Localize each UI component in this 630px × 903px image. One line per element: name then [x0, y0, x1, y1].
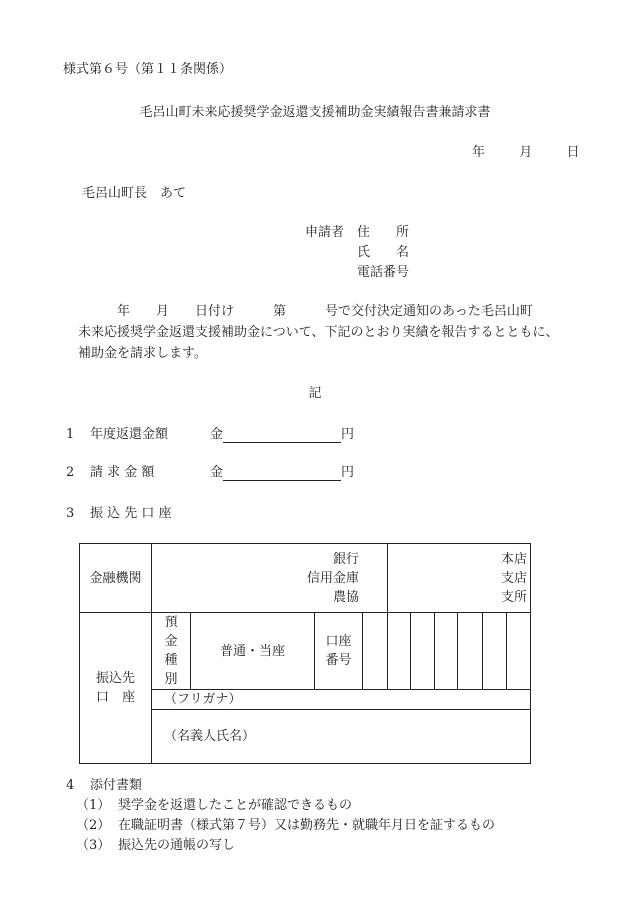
branch-type-branch: 支店	[501, 570, 528, 586]
branch-type-main: 本店	[501, 551, 528, 567]
bank-account-table	[79, 543, 531, 764]
applicant-label: 申請者	[305, 225, 345, 240]
item4-label: 添付書類	[90, 778, 143, 793]
transfer-label-2: 口 座	[95, 690, 135, 705]
account-number-label	[315, 613, 363, 690]
item2-prefix: 金	[210, 465, 224, 480]
furigana-row: （フリガナ）	[152, 690, 531, 710]
holder-name-row: （名義人氏名）	[152, 710, 531, 764]
deposit-type-char-1: 預	[164, 615, 178, 630]
body-line-1: 年 月 日付け 第 号で交付決定通知のあった毛呂山町	[78, 304, 533, 319]
bank-type-shinkin: 信用金庫	[307, 570, 360, 586]
item1-amount-field	[210, 427, 354, 443]
attachment-1-text: 奨学金を返還したことが確認できるもの	[118, 798, 353, 813]
attachment-3-number: （3）	[76, 838, 111, 853]
applicant-name-label: 氏 名	[357, 245, 410, 260]
bank-type-bank: 銀行	[333, 551, 360, 567]
item3-number: 3	[66, 506, 75, 521]
account-digit-7	[507, 613, 531, 690]
account-digit-1	[363, 613, 388, 690]
body-line-2: 未来応援奨学金返還支援補助金について、下記のとおり実績を報告するとともに、	[78, 325, 559, 340]
branch-type-cell	[388, 544, 531, 613]
item3-label: 振 込 先 口 座	[90, 506, 172, 521]
addressee: 毛呂山町長 あて	[82, 186, 187, 201]
item2-label: 請 求 金 額	[90, 465, 155, 480]
deposit-type-char-3: 種	[164, 653, 178, 668]
account-digit-4	[435, 613, 458, 690]
date-year: 年	[472, 145, 486, 160]
applicant-phone-label: 電話番号	[357, 265, 410, 280]
form-number: 様式第６号（第１１条関係）	[63, 62, 233, 77]
attachment-3-text: 振込先の通帳の写し	[118, 838, 236, 853]
ki-heading: 記	[308, 386, 322, 401]
date-day: 日	[566, 145, 580, 160]
account-digit-6	[483, 613, 507, 690]
transfer-label-1: 振込先	[95, 671, 135, 686]
item2-amount-field	[210, 465, 354, 481]
deposit-type-label	[152, 613, 191, 690]
account-number-label-1: 口座	[325, 634, 352, 649]
body-line-3: 補助金を請求します。	[78, 346, 207, 361]
date-month: 月	[519, 145, 533, 160]
deposit-type-value: 普通・当座	[191, 613, 315, 690]
item1-prefix: 金	[210, 427, 224, 442]
item1-blank	[223, 428, 341, 443]
transfer-account-label	[80, 613, 152, 764]
account-number-label-2: 番号	[325, 653, 352, 668]
branch-type-office: 支所	[501, 589, 528, 605]
bank-type-cell	[152, 544, 388, 613]
attachment-2-text: 在職証明書（様式第７号）又は勤務先・就職年月日を証するもの	[118, 818, 496, 833]
date-line	[472, 145, 580, 161]
item4-number: 4	[66, 778, 75, 793]
bank-type-nokyo: 農協	[333, 589, 360, 605]
applicant-address-label: 住 所	[357, 225, 410, 240]
deposit-type-char-2: 金	[164, 634, 178, 649]
attachment-1-number: （1）	[76, 798, 111, 813]
item2-number: 2	[66, 465, 75, 480]
page-title: 毛呂山町未来応援奨学金返還支援補助金実績報告書兼請求書	[139, 105, 491, 120]
item1-number: 1	[66, 427, 75, 442]
item1-unit: 円	[341, 427, 355, 442]
deposit-type-char-4: 別	[164, 672, 178, 687]
institution-label: 金融機関	[80, 544, 152, 613]
account-digit-3	[411, 613, 435, 690]
attachment-2-number: （2）	[76, 818, 111, 833]
item1-label: 年度返還金額	[90, 427, 169, 442]
account-digit-5	[458, 613, 483, 690]
account-digit-2	[388, 613, 411, 690]
item2-blank	[223, 466, 341, 481]
item2-unit: 円	[341, 465, 355, 480]
